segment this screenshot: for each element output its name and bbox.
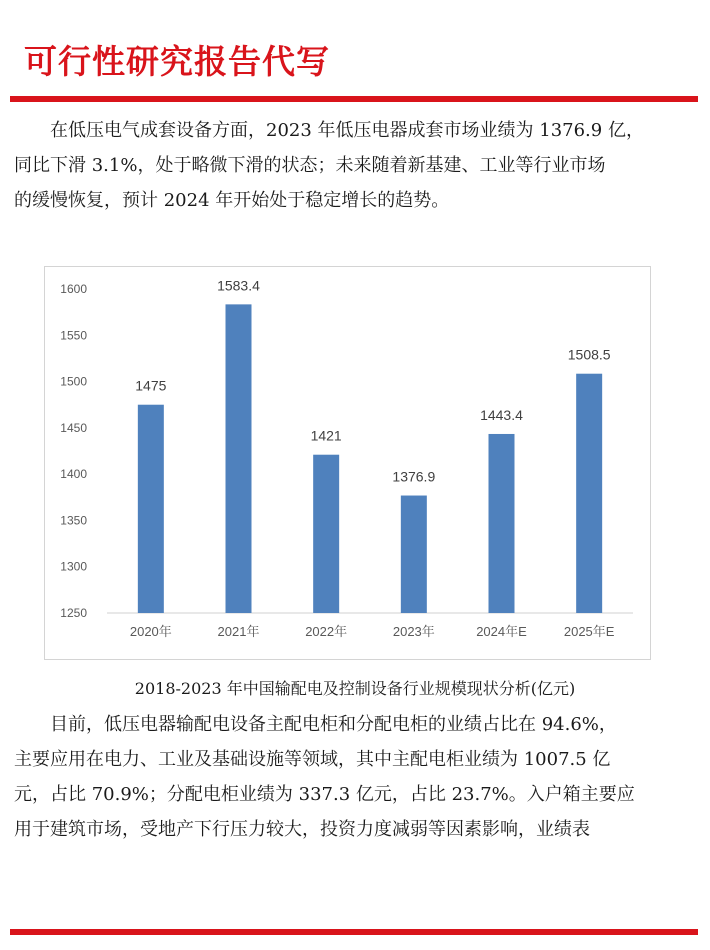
y-tick-label: 1600 — [60, 282, 87, 296]
x-tick-label: 2020年 — [129, 624, 172, 639]
paragraph-line: 目前，低压电器输配电设备主配电柜和分配电柜的业绩占比在 94.6%， — [50, 714, 617, 735]
paragraph-line: 在低压电气成套设备方面，2023 年低压电器成套市场业绩为 1376.9 亿， — [50, 120, 644, 141]
bar — [226, 304, 252, 613]
bar — [313, 455, 339, 613]
paragraph-line: 的缓慢恢复，预计 2024 年开始处于稳定增长的趋势。 — [14, 190, 450, 211]
paragraph-line: 用于建筑市场，受地产下行压力较大，投资力度减弱等因素影响，业绩表 — [14, 819, 590, 840]
y-tick-label: 1450 — [60, 420, 87, 435]
bar — [138, 405, 164, 613]
data-label: 1421 — [310, 427, 342, 444]
y-tick-label: 1500 — [60, 374, 87, 389]
header-divider — [10, 96, 698, 102]
x-tick-label: 2025年E — [563, 624, 615, 639]
x-tick-label: 2021年 — [217, 624, 260, 639]
paragraph-line: 同比下滑 3.1%，处于略微下滑的状态；未来随着新基建、工业等行业市场 — [14, 155, 606, 176]
bar — [576, 374, 602, 613]
bar — [401, 496, 427, 613]
intro-paragraph — [14, 113, 696, 218]
data-label: 1443.4 — [480, 406, 523, 423]
footer-divider — [10, 929, 698, 935]
paragraph-line: 元，占比 70.9%；分配电柜业绩为 337.3 亿元，占比 23.7%。入户箱主要应 — [14, 784, 635, 805]
data-label: 1376.9 — [392, 468, 436, 485]
y-tick-label: 1350 — [60, 513, 87, 528]
y-tick-label: 1550 — [60, 328, 87, 343]
x-tick-label: 2024年E — [476, 624, 527, 639]
paragraph-line: 主要应用在电力、工业及基础设施等领域，其中主配电柜业绩为 1007.5 亿 — [14, 749, 611, 770]
data-label: 1475 — [135, 377, 167, 394]
data-label: 1508.5 — [567, 346, 611, 363]
body-paragraph — [14, 707, 696, 847]
chart-canvas — [45, 267, 650, 659]
data-label: 1583.4 — [217, 277, 260, 294]
chart-caption: 2018-2023 年中国输配电及控制设备行业规模现状分析(亿元) — [134, 679, 576, 698]
bar — [489, 434, 515, 613]
x-tick-label: 2022年 — [305, 624, 348, 639]
x-tick-label: 2023年 — [392, 624, 435, 639]
y-tick-label: 1400 — [60, 467, 87, 482]
bar-chart — [44, 266, 651, 660]
page-title: 可行性研究报告代写 — [24, 42, 330, 81]
y-tick-label: 1300 — [60, 559, 87, 574]
y-tick-label: 1250 — [60, 606, 87, 620]
